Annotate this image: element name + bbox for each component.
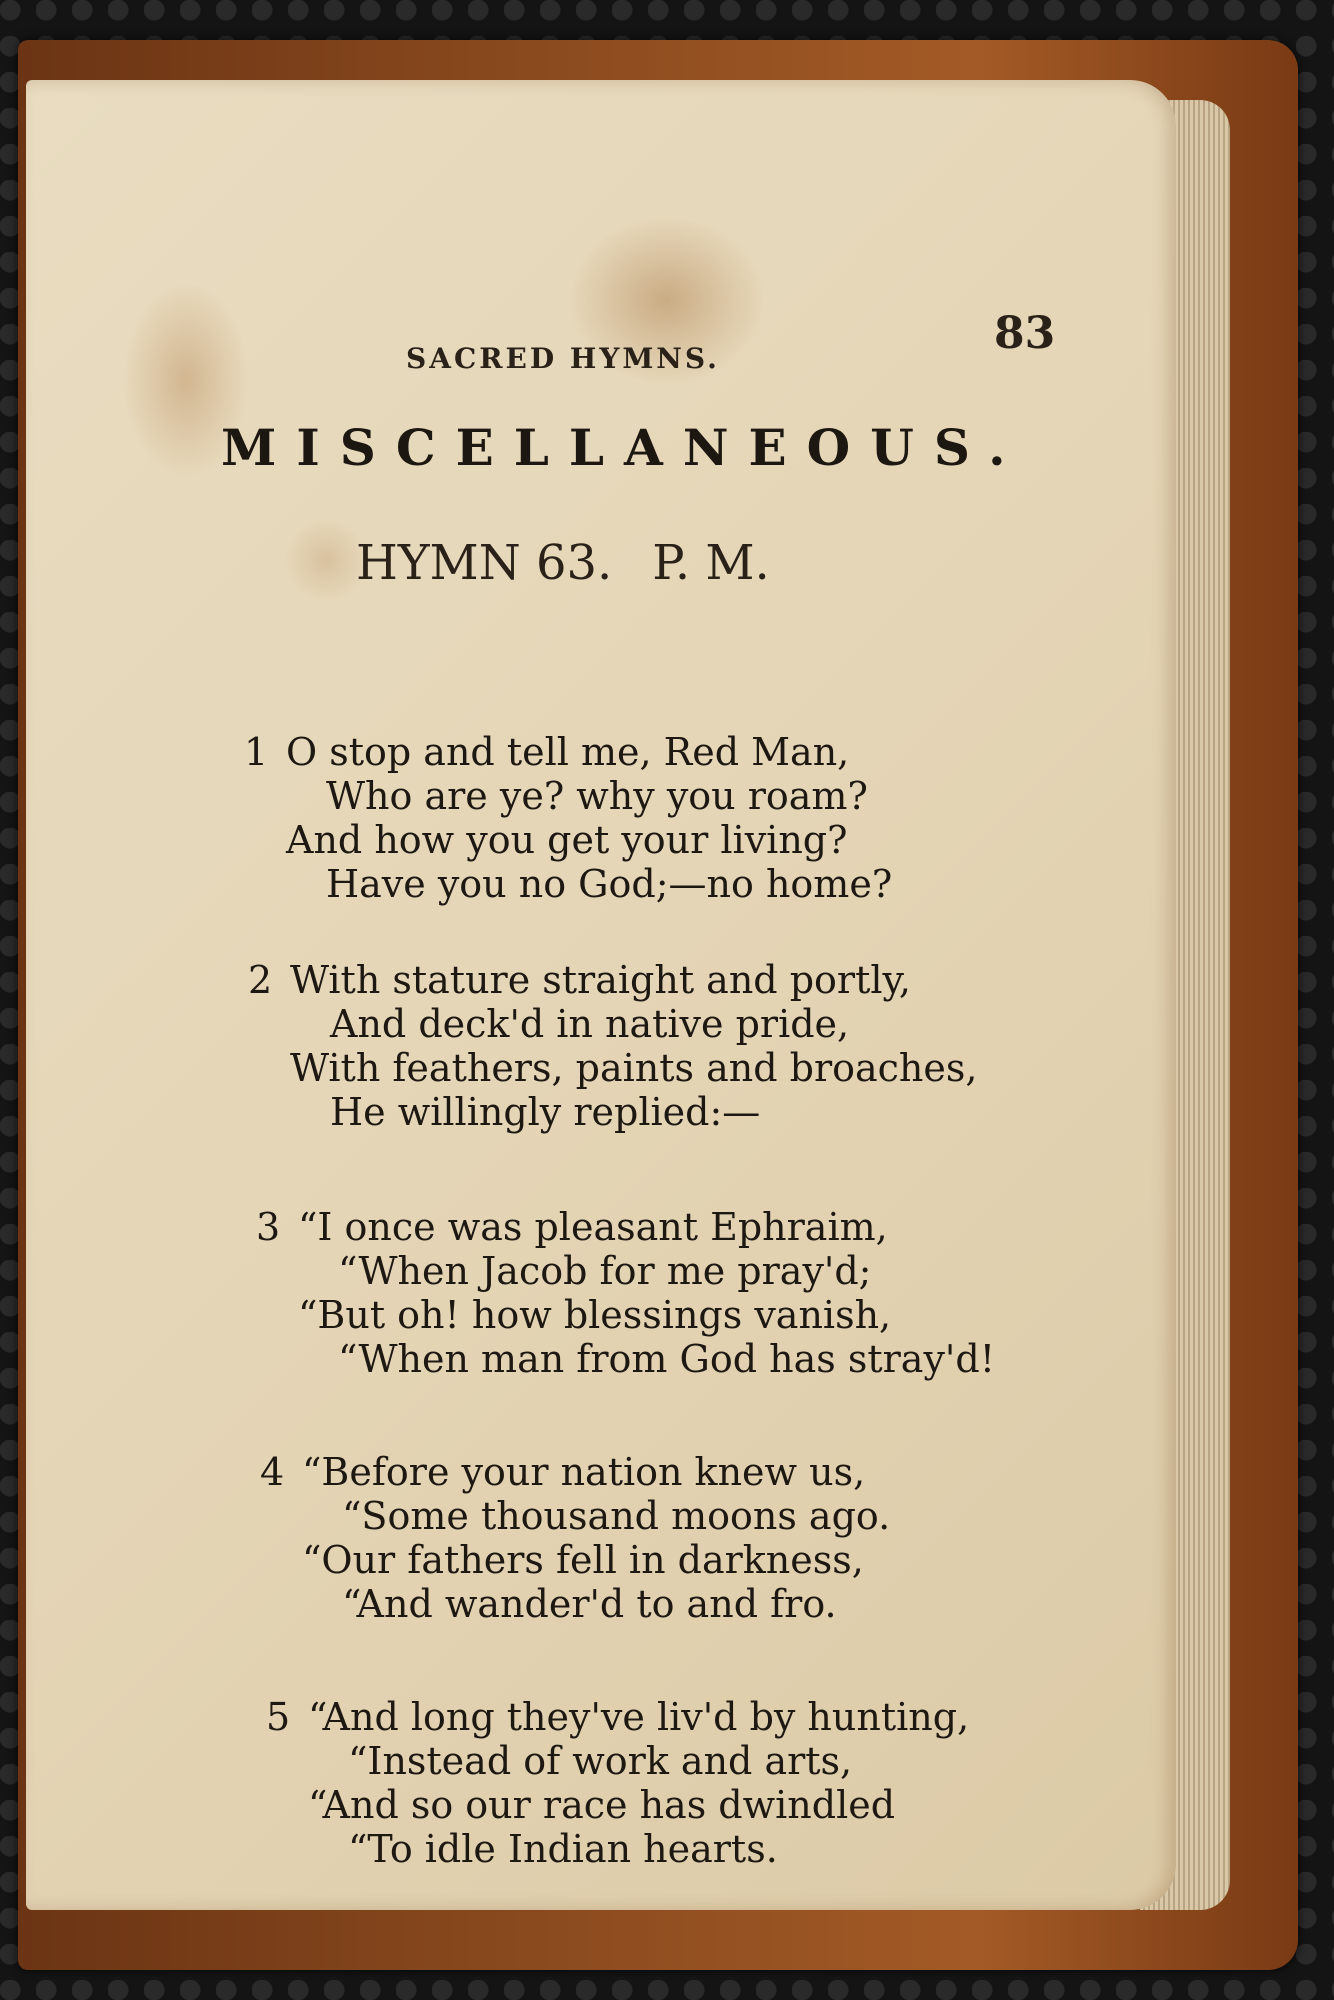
stanza-3: [256, 1205, 995, 1381]
section-title: MISCELLANEOUS.: [221, 418, 1026, 477]
hymn-title: [356, 535, 810, 591]
verse-line: “When man from God has stray'd!: [338, 1337, 995, 1381]
verse-line: “And so our race has dwindled: [308, 1783, 896, 1827]
verse-line: “Before your nation knew us,: [302, 1450, 866, 1494]
hymn-number: HYMN 63.: [356, 535, 613, 591]
verse-line: “Instead of work and arts,: [348, 1739, 853, 1783]
verse-line: “And long they've liv'd by hunting,: [308, 1695, 970, 1739]
stanza-1: [244, 730, 892, 906]
hymn-meter: P. M.: [652, 535, 770, 591]
stanza-number: 1: [244, 730, 269, 774]
book-page: [26, 80, 1176, 1910]
verse-line: “Some thousand moons ago.: [342, 1494, 891, 1538]
stanza-2: [248, 958, 977, 1134]
verse-line: “Our fathers fell in darkness,: [302, 1538, 864, 1582]
page-number: 83: [994, 308, 1056, 359]
verse-line: “To idle Indian hearts.: [348, 1827, 778, 1871]
stanza-number: 4: [260, 1450, 285, 1494]
verse-line: Have you no God;—no home?: [326, 862, 893, 906]
stanza-number: 3: [256, 1205, 281, 1249]
verse-line: O stop and tell me, Red Man,: [286, 730, 850, 774]
verse-line: “I once was pleasant Ephraim,: [298, 1205, 888, 1249]
verse-line: Who are ye? why you roam?: [326, 774, 868, 818]
verse-line: He willingly replied:—: [330, 1090, 761, 1134]
verse-line: And deck'd in native pride,: [330, 1002, 850, 1046]
verse-line: “But oh! how blessings vanish,: [298, 1293, 892, 1337]
stanza-5: [266, 1695, 969, 1871]
stanza-number: 5: [266, 1695, 291, 1739]
verse-line: With feathers, paints and broaches,: [290, 1046, 978, 1090]
verse-line: With stature straight and portly,: [290, 958, 911, 1002]
verse-line: “When Jacob for me pray'd;: [338, 1249, 872, 1293]
stanza-4: [260, 1450, 890, 1626]
running-head: SACRED HYMNS.: [406, 342, 720, 375]
verse-line: “And wander'd to and fro.: [342, 1582, 837, 1626]
stanza-number: 2: [248, 958, 273, 1002]
verse-line: And how you get your living?: [286, 818, 848, 862]
